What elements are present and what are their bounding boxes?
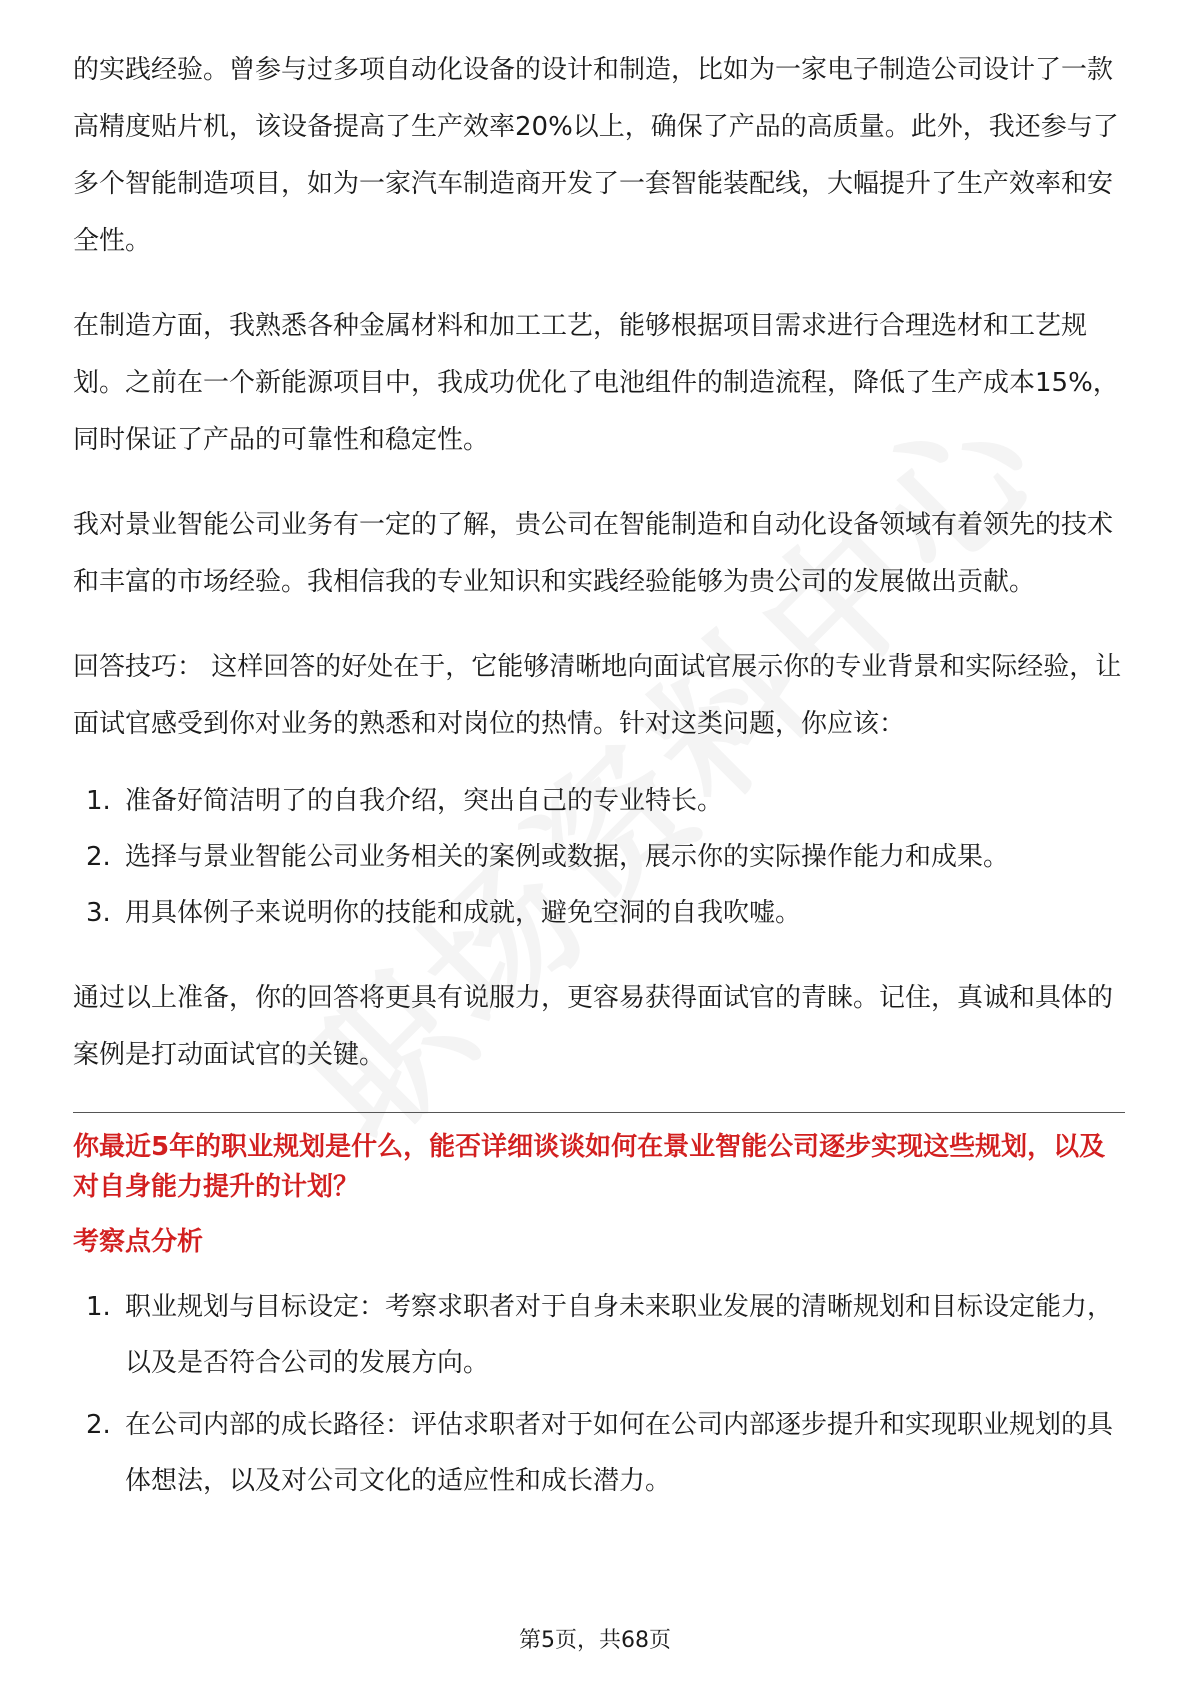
- list-text: 选择与景业智能公司业务相关的案例或数据，展示你的实际操作能力和成果。: [125, 842, 1010, 872]
- list-item: [73, 773, 1123, 829]
- paragraph-company-knowledge: 我对景业智能公司业务有一定的了解，贵公司在智能制造和自动化设备领域有着领先的技术和丰富的市场经验。我相信我的专业知识和实践经验能够为贵公司的发展做出贡献。: [73, 510, 1114, 597]
- list-item: [73, 1279, 1123, 1391]
- list-text: 在公司内部的成长路径：评估求职者对于如何在公司内部逐步提升和实现职业规划的具体想法，以及对公司文化的适应性和成长潜力。: [125, 1410, 1114, 1496]
- list-number: 3.: [86, 898, 111, 928]
- list-number: 1.: [86, 786, 111, 816]
- list-text: 职业规划与目标设定：考察求职者对于自身未来职业发展的清晰规划和目标设定能力，以及是否符合公司的发展方向。: [125, 1292, 1114, 1378]
- paragraph-experience: 的实践经验。曾参与过多项自动化设备的设计和制造，比如为一家电子制造公司设计了一款高精度贴片机，该设备提高了生产效率20%以上，确保了产品的高质量。此外，我还参与了多个智能制造项目，如为一家汽车制造商开发了一套智能装配线，大幅提升了生产效率和安全性。: [73, 55, 1119, 256]
- paragraph-manufacturing: 在制造方面，我熟悉各种金属材料和加工工艺，能够根据项目需求进行合理选材和工艺规划。之前在一个新能源项目中，我成功优化了电池组件的制造流程，降低了生产成本15%，同时保证了产品的可靠性和稳定性。: [73, 311, 1119, 455]
- list-item: [73, 1397, 1123, 1509]
- list-text: 准备好简洁明了的自我介绍，突出自己的专业特长。: [125, 786, 724, 816]
- tips-list: [73, 773, 1123, 941]
- list-number: 2.: [86, 1410, 111, 1440]
- list-item: [73, 885, 1123, 941]
- paragraph-closing: 通过以上准备，你的回答将更具有说服力，更容易获得面试官的青睐。记住，真诚和具体的案例是打动面试官的关键。: [73, 983, 1114, 1070]
- section-divider: [73, 1112, 1125, 1113]
- section-title: 考察点分析: [73, 1227, 204, 1257]
- page-footer: 第5页，共68页: [519, 1628, 671, 1653]
- list-text: 用具体例子来说明你的技能和成就，避免空洞的自我吹嘘。: [125, 898, 802, 928]
- list-item: [73, 829, 1123, 885]
- page-content: [73, 42, 1123, 1515]
- list-number: 2.: [86, 842, 111, 872]
- paragraph-answer-tips: 回答技巧： 这样回答的好处在于，它能够清晰地向面试官展示你的专业背景和实际经验，让面试官感受到你对业务的熟悉和对岗位的热情。针对这类问题，你应该：: [73, 652, 1122, 739]
- analysis-points-list: [73, 1279, 1123, 1509]
- question-heading: 你最近5年的职业规划是什么，能否详细谈谈如何在景业智能公司逐步实现这些规划，以及对自身能力提升的计划？: [73, 1132, 1106, 1202]
- list-number: 1.: [86, 1292, 111, 1322]
